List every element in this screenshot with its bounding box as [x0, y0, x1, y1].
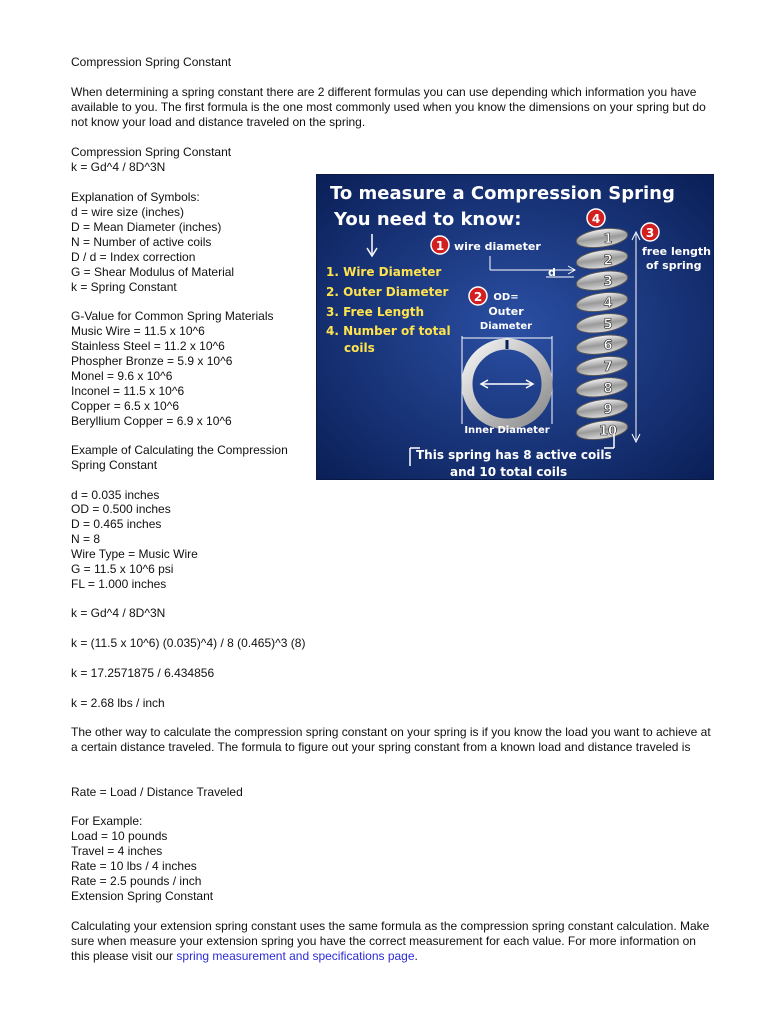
symbol-line: D = Mean Diameter (inches)	[71, 220, 222, 234]
step-3: 3. Free Length	[326, 305, 425, 319]
for-example-line: Rate = 10 lbs / 4 inches	[71, 859, 197, 873]
example-value: G = 11.5 x 10^6 psi	[71, 562, 174, 576]
example-value: N = 8	[71, 532, 101, 546]
other-way-paragraph: The other way to calculate the compression spring constant on your spring is if you know the load you want to achieve at a certain distance traveled. The formula to figure out your spring constant from a known load and distance traveled is	[71, 725, 711, 754]
symbols-heading: Explanation of Symbols:	[71, 190, 200, 204]
coil-number-label: 1	[603, 232, 613, 247]
bottom-caption-2: and 10 total coils	[450, 465, 568, 479]
symbol-line: k = Spring Constant	[71, 280, 177, 294]
badge-1-label: 1	[435, 239, 445, 253]
gvalue-line: Monel = 9.6 x 10^6	[71, 369, 173, 383]
symbol-line: D / d = Index correction	[71, 250, 196, 264]
example-value: d = 0.035 inches	[71, 488, 160, 502]
figure-title-2: You need to know:	[334, 209, 522, 230]
symbol-line: d = wire size (inches)	[71, 205, 185, 219]
coil-number-label: 6	[603, 338, 613, 354]
for-example-line: Rate = 2.5 pounds / inch	[71, 874, 202, 888]
extension-heading: Extension Spring Constant	[71, 889, 214, 903]
od-label-2: Outer	[488, 305, 524, 318]
extension-text: Calculating your extension spring constant uses the same formula as the compression spring constant calculation. Make sure when measure your extension spring you have the correct measurement for each value. For more information on this please visit our	[71, 919, 710, 963]
compression-spring-figure	[316, 174, 714, 480]
gvalue-line: Inconel = 11.5 x 10^6	[71, 384, 185, 398]
badge-3-label: 3	[645, 226, 655, 240]
calc-step: k = 17.2571875 / 6.434856	[71, 666, 215, 680]
coil-number-label: 9	[603, 402, 613, 418]
step-4: 4. Number of total	[326, 324, 451, 338]
formula: k = Gd^4 / 8D^3N	[71, 160, 166, 174]
free-length-label-1: free length	[642, 245, 711, 258]
gvalue-heading: G-Value for Common Spring Materials	[71, 309, 274, 323]
doc-title: Compression Spring Constant	[71, 55, 232, 69]
coil-number-label: 7	[603, 360, 613, 375]
example-value: Wire Type = Music Wire	[71, 547, 198, 561]
coil-number-label: 4	[603, 296, 613, 311]
calc-step: k = Gd^4 / 8D^3N	[71, 606, 166, 620]
gvalue-line: Copper = 6.5 x 10^6	[71, 399, 180, 413]
gvalue-line: Phospher Bronze = 5.9 x 10^6	[71, 354, 233, 368]
extension-end: .	[414, 949, 418, 963]
figure-svg	[316, 174, 714, 480]
od-label-1: OD=	[493, 292, 519, 303]
example-value: D = 0.465 inches	[71, 517, 162, 531]
intro-paragraph: When determining a spring constant there are 2 different formulas you can use depending which information you have available to you. The first formula is the one most commonly used when you know the dimensions on your spring but do not know your load and distance traveled on the spring.	[71, 85, 706, 129]
coil-number-label: 3	[603, 274, 613, 290]
rate-formula: Rate = Load / Distance Traveled	[71, 785, 243, 799]
coil-number-label: 8	[603, 381, 613, 397]
example-heading: Example of Calculating the Compression	[71, 443, 288, 457]
figure-title-1: To measure a Compression Spring	[330, 183, 675, 204]
example-value: OD = 0.500 inches	[71, 502, 171, 516]
gvalue-line: Beryllium Copper = 6.9 x 10^6	[71, 414, 232, 428]
coil-number-label: 10	[598, 424, 618, 439]
calc-result: k = 2.68 lbs / inch	[71, 696, 165, 710]
example-value: FL = 1.000 inches	[71, 577, 167, 591]
inner-diameter-label: Inner Diameter	[464, 425, 550, 436]
step-1: 1. Wire Diameter	[326, 265, 442, 279]
symbol-line: G = Shear Modulus of Material	[71, 265, 235, 279]
coil-number-label: 5	[603, 317, 613, 333]
example-heading-cont: Spring Constant	[71, 458, 158, 472]
formula-heading: Compression Spring Constant	[71, 145, 232, 159]
badge-4-label: 4	[591, 212, 601, 226]
step-2: 2. Outer Diameter	[326, 285, 449, 299]
for-example-line: Travel = 4 inches	[71, 844, 163, 858]
symbol-line: N = Number of active coils	[71, 235, 212, 249]
spring-measurement-link[interactable]: spring measurement and specifications page	[176, 949, 415, 963]
for-example-heading: For Example:	[71, 814, 143, 828]
for-example-line: Load = 10 pounds	[71, 829, 168, 843]
calc-step: k = (11.5 x 10^6) (0.035)^4) / 8 (0.465)^3 (8)	[71, 636, 306, 650]
bottom-caption-1: This spring has 8 active coils	[416, 448, 612, 462]
step-4-cont: coils	[344, 341, 375, 355]
wire-diameter-label: wire diameter	[454, 240, 541, 253]
badge-2-label: 2	[473, 290, 483, 304]
gvalue-line: Music Wire = 11.5 x 10^6	[71, 324, 205, 338]
d-label: d	[548, 266, 556, 279]
gvalue-line: Stainless Steel = 11.2 x 10^6	[71, 339, 225, 353]
od-label-3: Diameter	[479, 321, 533, 332]
extension-paragraph	[71, 919, 711, 964]
free-length-label-2: of spring	[646, 259, 702, 272]
coil-number-label: 2	[603, 253, 613, 269]
